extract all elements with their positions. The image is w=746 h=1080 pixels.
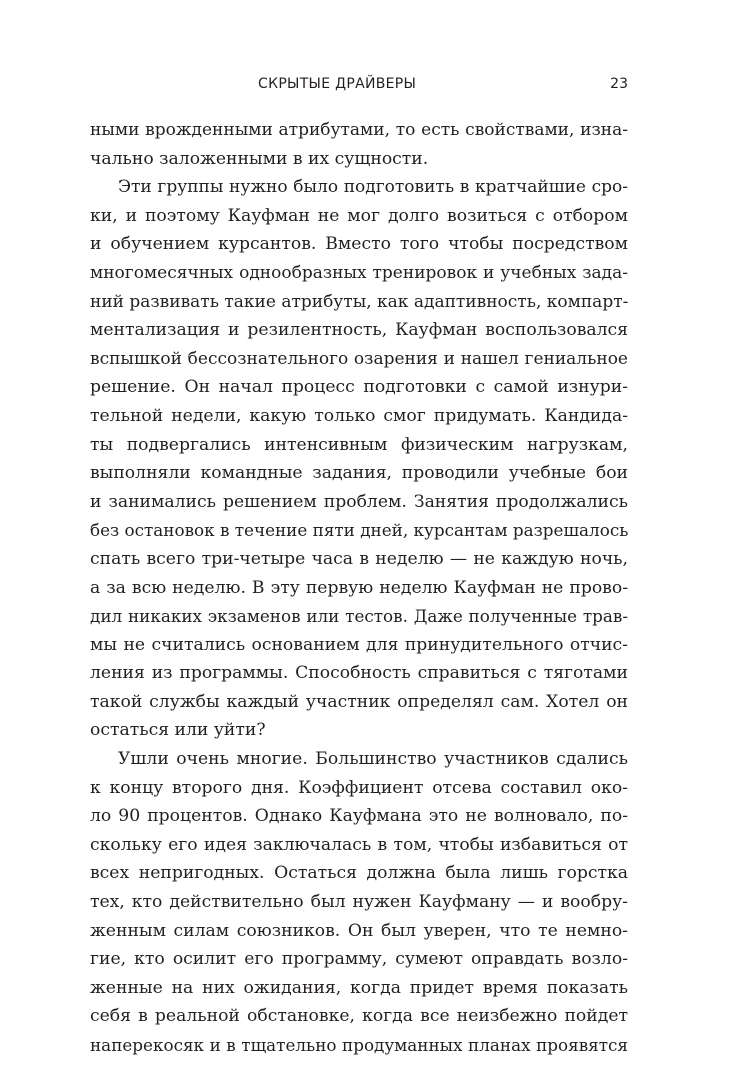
text-line: тех, кто действительно был нужен Кауфману — и вообру- [90,892,628,913]
text-line: такой службы каждый участник определял сам. Хотел он [90,691,628,712]
text-line: всех непригодных. Остаться должна была лишь горстка [90,863,628,884]
text-line: ты подвергались интенсивным физическим нагрузкам, [90,434,628,455]
running-head: СКРЫТЫЕ ДРАЙВЕРЫ [258,76,417,92]
text-line: себя в реальной обстановке, когда все неизбежно пойдет [90,1006,628,1027]
text-line: наперекосяк и в тщательно продуманных планах проявятся [90,1035,628,1055]
text-line: ментализация и резилентность, Кауфман воспользовался [90,320,628,341]
text-line: женным силам союзников. Он был уверен, что те немно- [90,920,628,941]
text-line: ки, и поэтому Кауфман не мог долго возиться с отбором [90,205,628,226]
text-line: спать всего три-четыре часа в неделю — не каждую ночь, [90,548,628,569]
text-line: и обучением курсантов. Вместо того чтобы посредством [90,234,628,255]
text-line: Ушли очень многие. Большинство участников сдались [118,749,628,770]
body-text [90,116,628,1060]
text-line: решение. Он начал процесс подготовки с самой изнури- [90,377,628,398]
text-line: дил никаких экзаменов или тестов. Даже полученные трав- [90,606,628,627]
text-line: тельной недели, какую только смог придумать. Кандида- [90,405,628,426]
paragraph [90,116,628,173]
text-line: ний развивать такие атрибуты, как адаптивность, компарт- [90,291,629,312]
text-line: скольку его идея заключалась в том, чтобы избавиться от [90,834,628,855]
text-line: и занимались решением проблем. Занятия продолжались [90,491,628,512]
text-line: а за всю неделю. В эту первую неделю Кауфман не прово- [90,577,628,598]
text-line: к концу второго дня. Коэффициент отсева составил око- [90,777,628,798]
paragraph [90,173,628,745]
text-line: ления из программы. Способность справиться с тяготами [90,663,628,684]
text-line: мы не считались основанием для принудительного отчис- [90,634,628,655]
page-number: 23 [610,76,628,92]
text-line: ными врожденными атрибутами, то есть свойствами, изна- [90,120,628,140]
text-line: чально заложенными в их сущности. [90,148,429,169]
text-line: женные на них ожидания, когда придет время показать [90,977,628,998]
text-line: остаться или уйти? [90,720,266,741]
text-line: Эти группы нужно было подготовить в кратчайшие сро- [118,177,628,198]
text-line: ло 90 процентов. Однако Кауфмана это не волновало, по- [90,806,628,827]
paragraph [90,745,628,1060]
text-line: гие, кто осилит его программу, сумеют оправдать возло- [90,949,628,970]
text-line: многомесячных однообразных тренировок и учебных зада- [90,262,628,283]
text-line: вспышкой бессознательного озарения и нашел гениальное [90,348,628,369]
text-line: без остановок в течение пяти дней, курсантам разрешалось [90,520,629,541]
text-line: выполняли командные задания, проводили учебные бои [90,463,628,484]
